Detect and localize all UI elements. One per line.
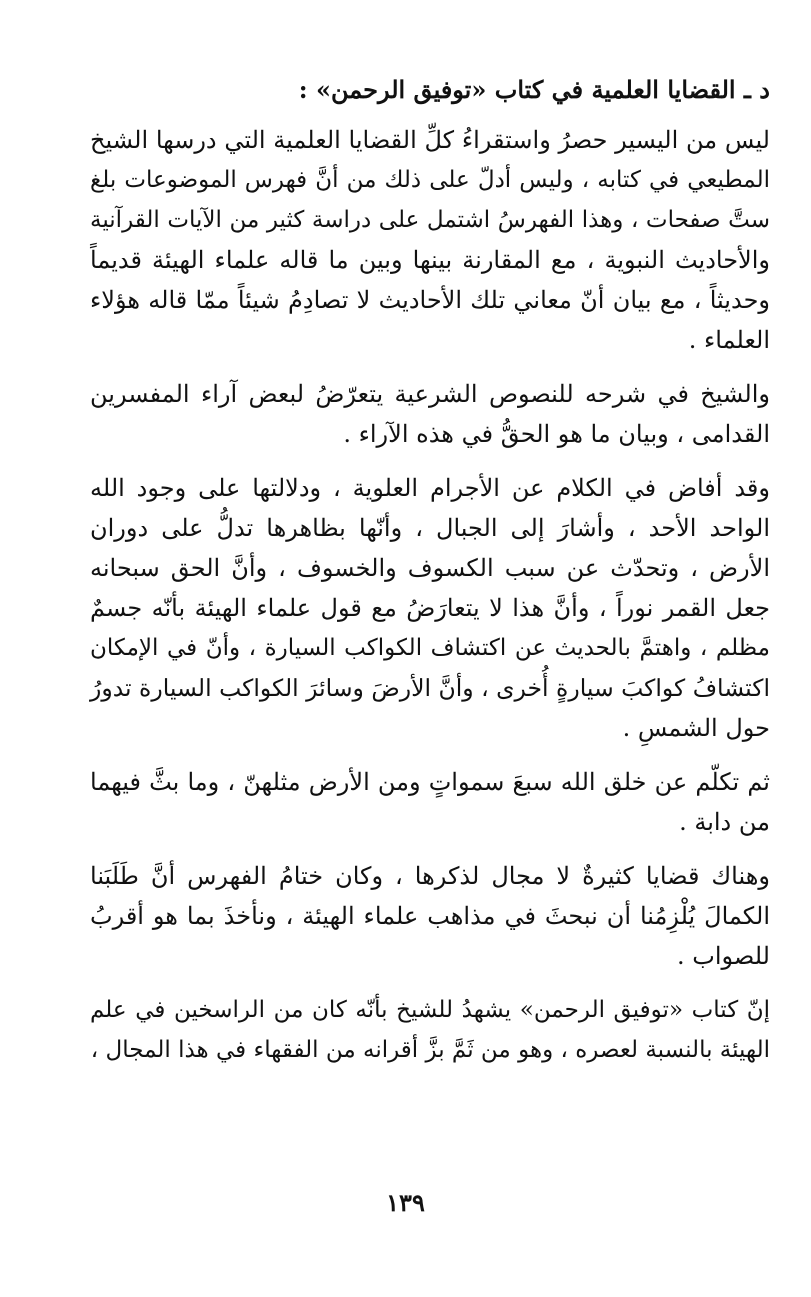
text-line: جعل القمر نوراً ، وأنَّ هذا لا يتعارَضُ مع قول علماء الهيئة بأنّه جسمٌ: [90, 594, 770, 622]
paragraph: [90, 374, 770, 454]
text-line: وهناك قضايا كثيرةٌ لا مجال لذكرها ، وكان ختامُ الفهرس أنَّ طَلَبَنا: [90, 862, 770, 890]
text-line: القدامى ، وبيان ما هو الحقُّ في هذه الآراء .: [343, 420, 770, 448]
text-line: ثم تكلّم عن خلق الله سبعَ سمواتٍ ومن الأرض مثلهنّ ، وما بثَّ فيهما: [90, 768, 770, 796]
text-line: إنّ كتاب «توفيق الرحمن» يشهدُ للشيخ بأنّه كان من الراسخين في علم: [90, 997, 770, 1023]
page-number: ١٣٩: [386, 1188, 425, 1217]
text-line: وقد أفاض في الكلام عن الأجرام العلوية ، ودلالتها على وجود الله: [90, 474, 770, 502]
text-line: اكتشافُ كواكبَ سيارةٍ أُخرى ، وأنَّ الأرضَ وسائرَ الكواكب السيارة تدورُ: [90, 674, 770, 702]
text-line: للصواب .: [677, 942, 770, 970]
paragraph: [90, 762, 770, 842]
text-line: وحديثاً ، مع بيان أنّ معاني تلك الأحاديث لا تصادِمُ شيئاً ممّا قاله هؤلاء: [90, 286, 770, 314]
paragraphs-container: [90, 120, 770, 1070]
text-line: ليس من اليسير حصرُ واستقراءُ كلِّ القضايا العلمية التي درسها الشيخ: [90, 126, 770, 154]
text-line: مظلم ، واهتمَّ بالحديث عن اكتشاف الكواكب السيارة ، وأنّ في الإمكان: [90, 635, 770, 661]
paragraph: [90, 856, 770, 976]
text-line: والشيخ في شرحه للنصوص الشرعية يتعرّضُ لبعض آراء المفسرين: [90, 380, 770, 408]
text-line: الأرض ، وتحدّث عن سبب الكسوف والخسوف ، وأنَّ الحق سبحانه: [90, 554, 770, 582]
text-line: حول الشمسِ .: [622, 714, 770, 742]
paragraph: [90, 468, 770, 748]
text-line: الواحد الأحد ، وأشارَ إلى الجبال ، وأنّها بظاهرها تدلُّ على دوران: [90, 514, 770, 542]
page-body: [90, 72, 770, 1232]
paragraph: [90, 990, 770, 1070]
text-line: والأحاديث النبوية ، مع المقارنة بينها وبين ما قاله علماء الهيئة قديماً: [90, 246, 770, 274]
paragraph: [90, 120, 770, 360]
text-line: من دابة .: [679, 808, 770, 836]
text-line: الكمالَ يُلْزِمُنا أن نبحثَ في مذاهب علماء الهيئة ، ونأخذَ بما هو أقربُ: [90, 902, 770, 930]
text-line: الهيئة بالنسبة لعصره ، وهو من ثَمَّ بزَّ أقرانه من الفقهاء في هذا المجال ،: [90, 1037, 770, 1063]
text-line: العلماء .: [688, 326, 770, 354]
section-heading: د ـ القضايا العلمية في كتاب «توفيق الرحمن» :: [298, 75, 770, 104]
text-line: ستَّ صفحات ، وهذا الفهرسُ اشتمل على دراسة كثير من الآيات القرآنية: [90, 207, 770, 233]
text-line: المطيعي في كتابه ، وليس أدلّ على ذلك من أنَّ فهرس الموضوعات بلغ: [90, 167, 770, 193]
